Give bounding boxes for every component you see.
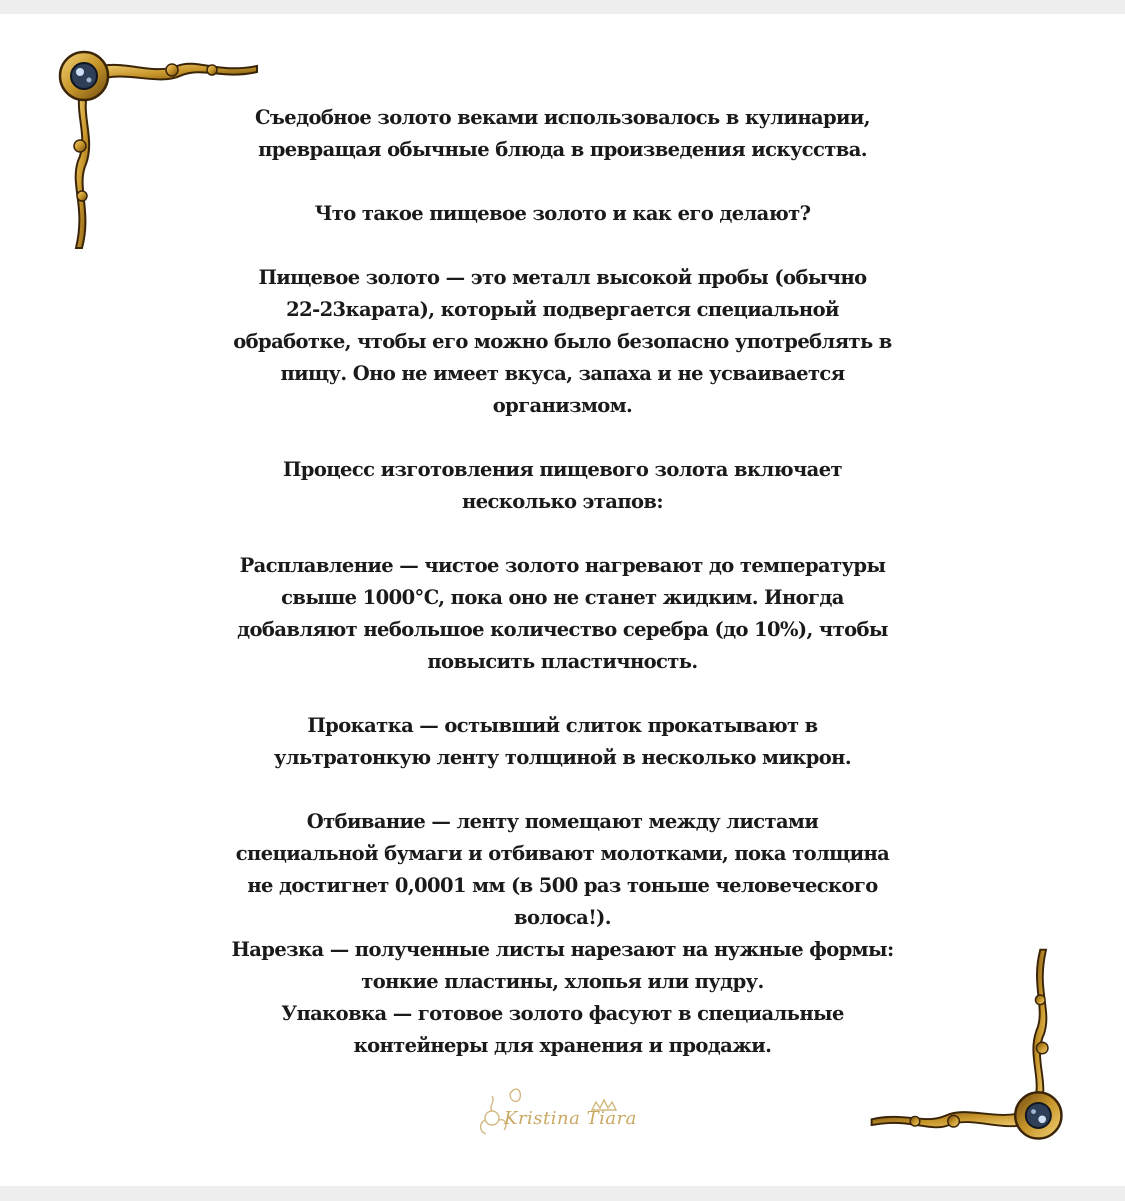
text-line: несколько этапов:: [462, 490, 663, 513]
text-line: организмом.: [492, 394, 633, 417]
watermark-logo: [470, 1076, 730, 1146]
paragraph: [170, 454, 955, 518]
text-line: Что такое пищевое золото и как его делают?: [314, 202, 811, 225]
paragraph: [170, 198, 955, 230]
document-page: [0, 14, 1125, 1186]
watermark-text: Kristina Tiara: [504, 1108, 637, 1129]
text-line: обработке, чтобы его можно было безопасно употреблять в: [233, 330, 892, 353]
text-line: Прокатка — остывший слиток прокатывают в: [307, 714, 818, 737]
text-line: свыше 1000°C, пока оно не станет жидким. Иногда: [281, 586, 844, 609]
article-text: [170, 102, 955, 1062]
paragraph: [170, 262, 955, 422]
text-line: добавляют небольшое количество серебра (до 10%), чтобы: [237, 618, 888, 641]
text-line: не достигнет 0,0001 мм (в 500 раз тоньше человеческого: [247, 874, 878, 897]
text-line: пищу. Оно не имеет вкуса, запаха и не усваивается: [280, 362, 845, 385]
text-line: Упаковка — готовое золото фасуют в специальные: [281, 1002, 844, 1025]
paragraph: [170, 806, 955, 1062]
text-line: превращая обычные блюда в произведения искусства.: [258, 138, 867, 161]
text-line: специальной бумаги и отбивают молотками, пока толщина: [235, 842, 890, 865]
text-line: Съедобное золото веками использовалось в кулинарии,: [255, 106, 870, 129]
text-line: контейнеры для хранения и продажи.: [353, 1034, 772, 1057]
text-line: Отбивание — ленту помещают между листами: [306, 810, 819, 833]
text-line: Процесс изготовления пищевого золота включает: [282, 458, 843, 481]
text-line: Расплавление — чистое золото нагревают до температуры: [239, 554, 886, 577]
ornate-gold-corner-icon: [858, 942, 1078, 1154]
text-line: тонкие пластины, хлопья или пудру.: [361, 970, 764, 993]
text-line: волоса!).: [514, 906, 611, 929]
text-line: 22-23карата), который подвергается специальной: [286, 298, 839, 321]
paragraph: [170, 550, 955, 678]
text-line: повысить пластичность.: [427, 650, 698, 673]
text-line: Пищевое золото — это металл высокой пробы (обычно: [258, 266, 867, 289]
text-line: ультратонкую ленту толщиной в несколько микрон.: [273, 746, 852, 769]
text-line: Нарезка — полученные листы нарезают на нужные формы:: [231, 938, 894, 961]
paragraph: [170, 710, 955, 774]
paragraph: [170, 102, 955, 166]
